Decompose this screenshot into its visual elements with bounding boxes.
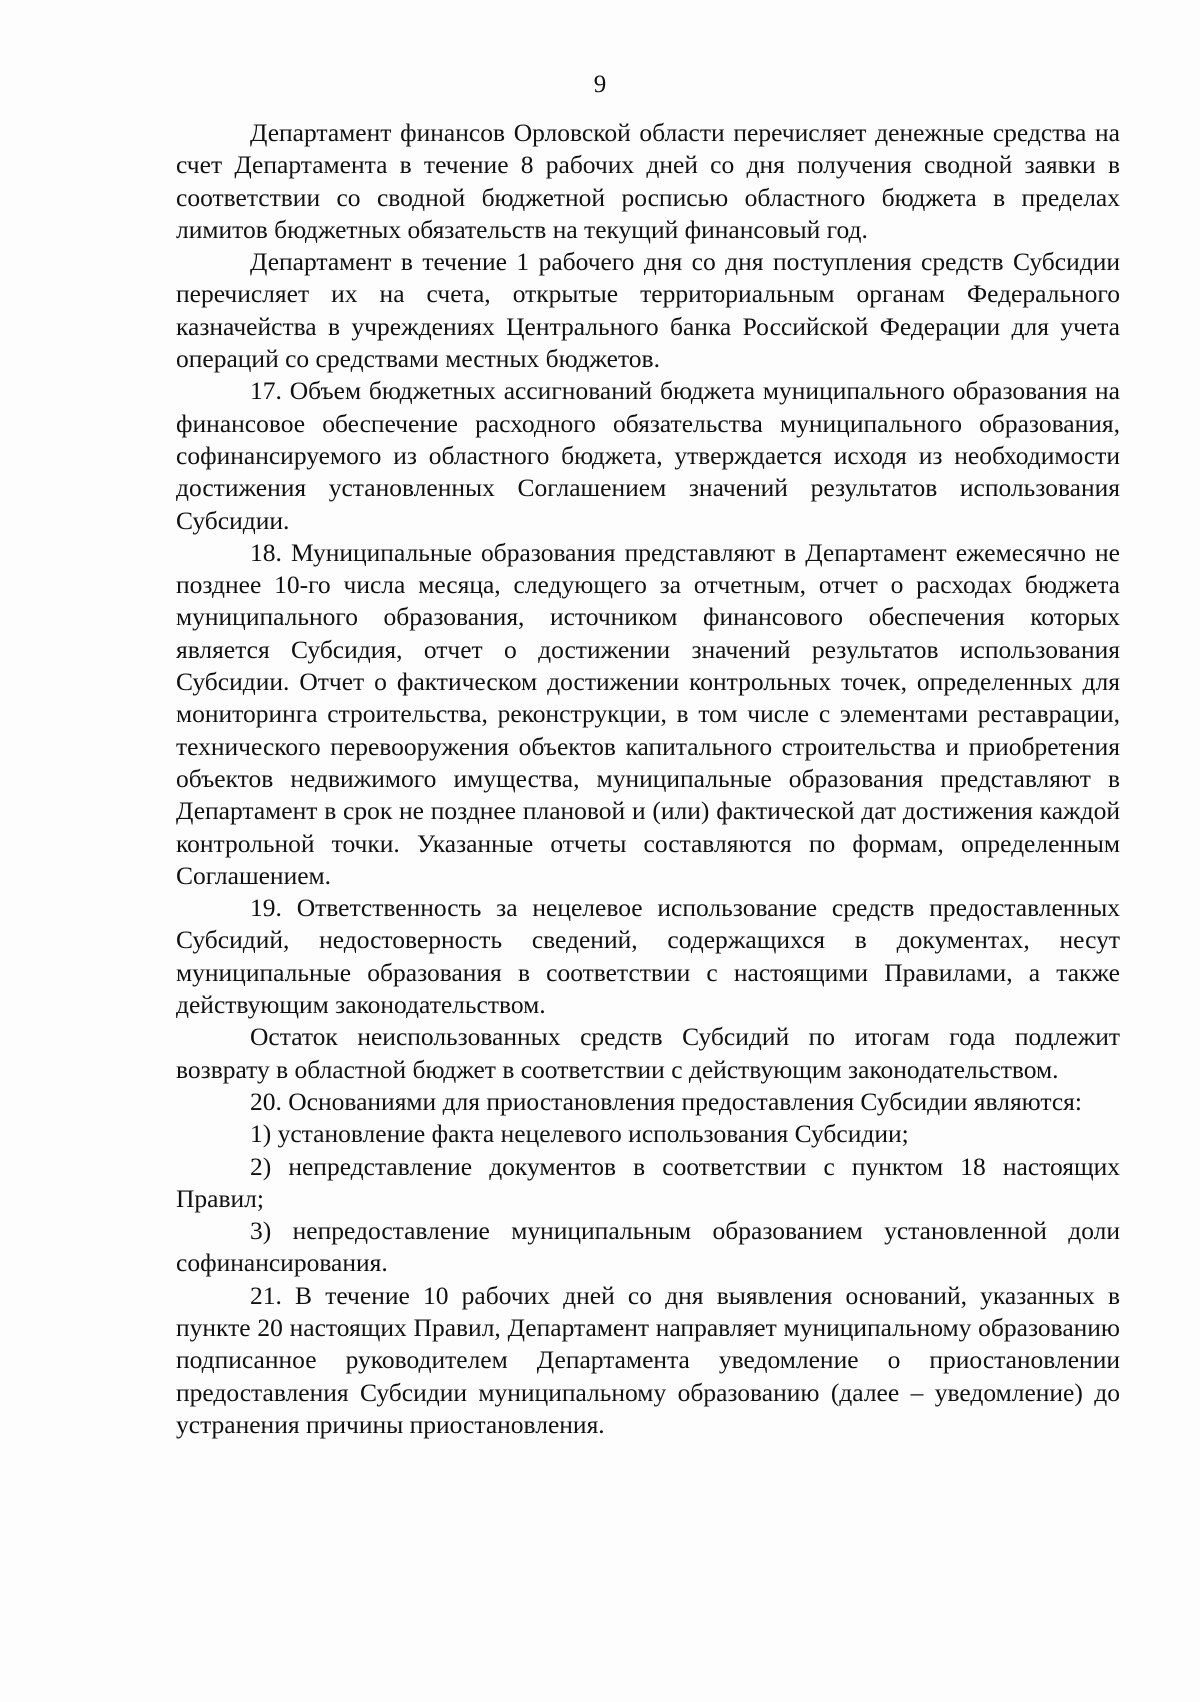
paragraph-funds-transfer: Департамент финансов Орловской области перечисляет денежные средства на счет Департамента в течение 8 рабочих дней со дня получения сводной заявки в соответствии со сводной бюджетной росписью областного бюджета в пределах лимитов бюджетных обязательств на текущий финансовый год. [176,118,1120,244]
clause-20-item-1: 1) установление факта нецелевого использования Субсидии; [250,1119,909,1149]
clause-20: 20. Основаниями для приостановления предоставления Субсидии являются: [250,1086,1082,1116]
clause-18: 18. Муниципальные образования представляют в Департамент ежемесячно не позднее 10-го числа месяца, следующего за отчетным, отчет о расходах бюджета муниципального образования, источником финансового обеспечения которых является Субсидия, отчет о достижении значений результатов использования Субсидии. Отчет о фактическом достижении контрольных точек, определенных для мониторинга строительства, реконструкции, в том числе с элементами реставрации, технического перевооружения объектов капитального строительства и приобретения объектов недвижимого имущества, муниципальные образования представляют в Департамент в срок не позднее плановой и (или) фактической дат достижения каждой контрольной точки. Указанные отчеты составляются по формам, определенным Соглашением. [176,537,1120,890]
document-body [176,117,1120,1441]
clause-19: 19. Ответственность за нецелевое использование средств предоставленных Субсидий, недостоверность сведений, содержащихся в документах, несут муниципальные образования в соответствии с настоящими Правилами, а также действующим законодательством. [176,893,1120,1020]
clause-17: 17. Объем бюджетных ассигнований бюджета муниципального образования на финансовое обеспечение расходного обязательства муниципального образования, софинансируемого из областного бюджета, утверждается исходя из необходимости достижения установленных Соглашением значений результатов использования Субсидии. [176,376,1120,535]
page-number: 9 [593,71,607,98]
clause-20-item-3: 3) непредоставление муниципальным образованием установленной доли софинансирования. [176,1216,1120,1278]
paragraph-remaining-funds: Остаток неиспользованных средств Субсидий по итогам года подлежит возврату в областной бюджет в соответствии с действующим законодательством. [176,1022,1120,1084]
paragraph-subsidy-transfer: Департамент в течение 1 рабочего дня со дня поступления средств Субсидии перечисляет их на счета, открытые территориальным органам Федерального казначейства в учреждениях Центрального банка Российской Федерации для учета операций со средствами местных бюджетов. [176,247,1120,374]
clause-21: 21. В течение 10 рабочих дней со дня выявления оснований, указанных в пункте 20 настоящих Правил, Департамент направляет муниципальному образованию подписанное руководителем Департамента уведомление о приостановлении предоставления Субсидии муниципальному образованию (далее – уведомление) до устранения причины приостановления. [176,1280,1120,1439]
clause-20-item-2: 2) непредставление документов в соответствии с пунктом 18 настоящих Правил; [176,1151,1120,1213]
